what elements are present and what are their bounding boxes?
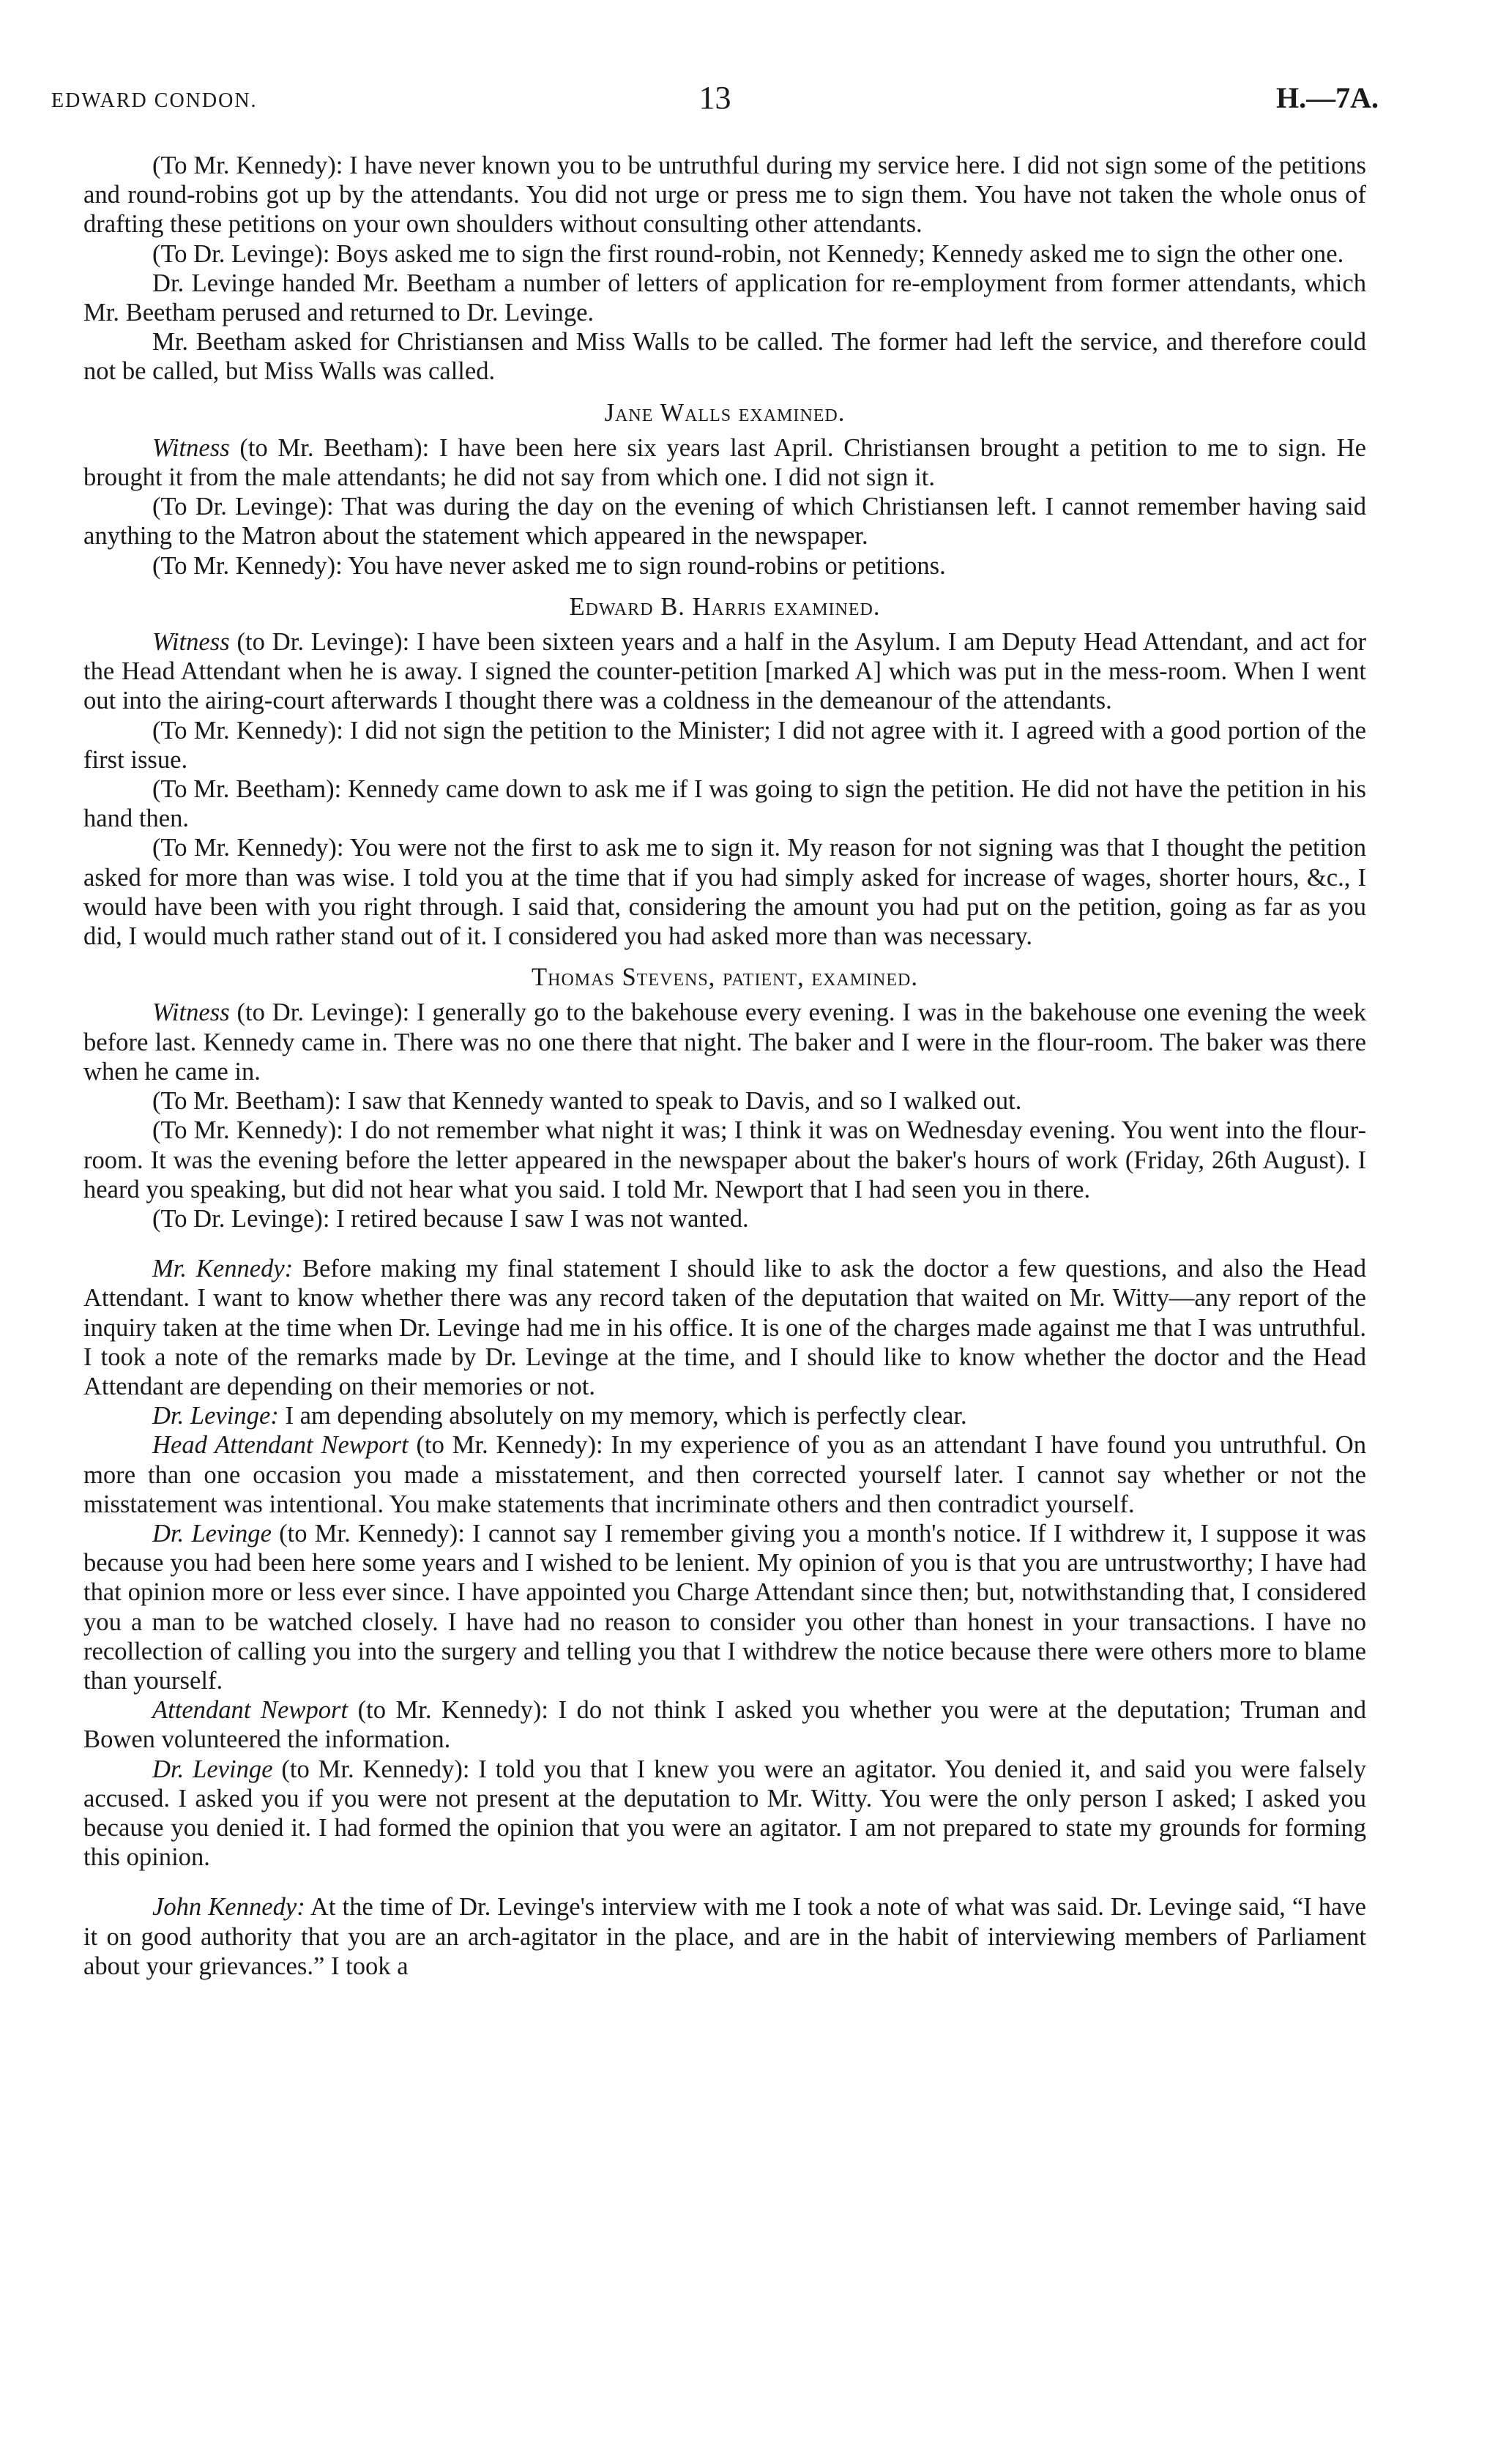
testimony-paragraph — [83, 269, 1366, 327]
paper-reference: H.—7A. — [1276, 81, 1379, 114]
paragraph-text: (To Dr. Levinge): I retired because I saw I was not wanted. — [152, 1204, 749, 1233]
speaker-name: Mr. Kennedy: — [152, 1255, 294, 1283]
speaker-name: John Kennedy: — [152, 1893, 305, 1922]
testimony-paragraph — [83, 716, 1366, 774]
paragraph-text: (to Dr. Levinge): I generally go to the bakehouse every evening. I was in the bakehouse one evening the week before last. Kennedy came in. There was no one there that night. The baker and I were in the flour-room. The baker was there when he came in. — [83, 998, 1366, 1086]
testimony-paragraph — [83, 627, 1366, 716]
testimony-paragraph — [83, 1430, 1366, 1519]
section-gap — [83, 1233, 1366, 1254]
page-number: 13 — [698, 80, 731, 116]
paragraph-text: At the time of Dr. Levinge's interview with me I took a note of what was said. Dr. Levinge said, “I have it on good authority that you are an arch-agitator in the place, and are in the habit of interviewing members of Parliament about your grievances.” I took a — [83, 1893, 1366, 1980]
paragraph-text: (To Mr. Kennedy): You have never asked me to sign round-robins or petitions. — [152, 551, 946, 580]
paragraph-text: (to Dr. Levinge): I have been sixteen years and a half in the Asylum. I am Deputy Head Attendant, and act for the Head Attendant when he is away. I signed the counter-petition [marked A] which was put in the mess-room. When I went out into the airing-court afterwards I thought there was a coldness in the demeanour of the attendants. — [83, 628, 1366, 715]
paragraph-text: Dr. Levinge handed Mr. Beetham a number of letters of application for re-employment from former attendants, which Mr. Beetham perused and returned to Dr. Levinge. — [83, 269, 1366, 327]
testimony-paragraph — [83, 833, 1366, 951]
testimony-paragraph — [83, 1519, 1366, 1695]
testimony-paragraph — [83, 1401, 1366, 1430]
paragraph-text: Before making my final statement I should like to ask the doctor a few questions, and also the Head Attendant. I want to know whether there was any record taken of the deputation that waited on Mr. Witty—any report of the inquiry taken at the time when Dr. Levinge had me in his office. It is one of the charges made against me that I was untruthful. I took a note of the remarks made by Dr. Levinge at the time, and I should like to know whether the doctor and the Head Attendant are depending on their memories or not. — [83, 1255, 1367, 1400]
testimony-paragraph — [83, 433, 1366, 492]
testimony-paragraph — [83, 1086, 1366, 1116]
header-author: EDWARD CONDON. — [51, 89, 258, 112]
running-header — [51, 79, 1379, 123]
paragraph-text: (To Mr. Kennedy): I have never known you to be untruthful during my service here. I did not sign some of the petitions and round-robins got up by the attendants. You did not urge or press me to sign them. You have not taken the whole onus of drafting these petitions on your own shoulders without consulting other attendants. — [83, 152, 1366, 239]
document-body — [83, 151, 1366, 1981]
speaker-name: Dr. Levinge: — [152, 1402, 279, 1430]
paragraph-text: (To Mr. Kennedy): I do not remember what night it was; I think it was on Wednesday evening. You went into the flour-room. It was the evening before the letter appeared in the newspaper about the baker's hours of work (Friday, 26th August). I heard you speaking, but did not hear what you said. I told Mr. Newport that I had seen you in there. — [83, 1116, 1366, 1203]
paragraph-text: (to Mr. Kennedy): In my experience of you as an attendant I have found you untruthful. On more than one occasion you made a misstatement, and then corrected yourself later. I cannot say whether or not the misstatement was intentional. You make statements that incriminate others and then contradict yourself. — [83, 1431, 1366, 1518]
paragraph-text: (To Mr. Kennedy): You were not the first to ask me to sign it. My reason for not signing was that I thought the petition asked for more than was wise. I told you at the time that if you had simply asked for increase of wages, shorter hours, &c., I would have been with you right through. I said that, considering the amount you had put on the petition, going as far as you did, I would much rather stand out of it. I considered you had asked more than was necessary. — [83, 834, 1366, 951]
paragraph-text: (to Mr. Kennedy): I told you that I knew you were an agitator. You denied it, and said you were falsely accused. I asked you if you were not present at the deputation to Mr. Witty. You were the only person I asked; I asked you because you denied it. I had formed the opinion that you were an agitator. I am not prepared to state my grounds for forming this opinion. — [83, 1755, 1367, 1872]
testimony-paragraph — [83, 1892, 1366, 1981]
paragraph-text: (To Mr. Kennedy): I did not sign the petition to the Minister; I did not agree with it. I agreed with a good portion of the first issue. — [83, 716, 1366, 774]
paragraph-text: (to Mr. Kennedy): I cannot say I remember giving you a month's notice. If I withdrew it, I suppose it was because you had been here some years and I wished to be lenient. My opinion of you is that you are untrustworthy; I have had that opinion more or less ever since. I have appointed you Charge Attendant since then; but, notwithstanding that, I considered you a man to be watched closely. I have had no reason to consider you other than honest in your transactions. I have no recollection of calling you into the surgery and telling you that I withdrew the notice because there were others more to blame than yourself. — [83, 1519, 1366, 1695]
testimony-paragraph — [83, 1755, 1366, 1873]
paragraph-text: I am depending absolutely on my memory, which is perfectly clear. — [278, 1402, 967, 1430]
testimony-paragraph — [83, 1695, 1366, 1754]
testimony-paragraph — [83, 774, 1366, 833]
paragraph-text: (To Dr. Levinge): That was during the day on the evening of which Christiansen left. I cannot remember having said anything to the Matron about the statement which appeared in the newspaper. — [83, 493, 1366, 550]
speaker-name: Witness — [152, 628, 230, 657]
witness-heading: Jane Walls examined. — [604, 398, 846, 427]
witness-heading: Edward B. Harris examined. — [569, 592, 881, 621]
testimony-paragraph — [83, 551, 1366, 580]
section-gap — [83, 1872, 1366, 1892]
speaker-name: Dr. Levinge — [152, 1755, 273, 1783]
testimony-paragraph — [83, 151, 1366, 239]
testimony-paragraph — [83, 239, 1366, 269]
testimony-paragraph — [83, 492, 1366, 550]
testimony-paragraph — [83, 1254, 1366, 1401]
speaker-name: Witness — [152, 998, 230, 1027]
paragraph-text: (To Mr. Beetham): I saw that Kennedy wanted to speak to Davis, and so I walked out. — [152, 1087, 1022, 1116]
testimony-paragraph — [83, 1116, 1366, 1204]
speaker-name: Attendant Newport — [152, 1696, 349, 1725]
testimony-paragraph — [83, 1204, 1366, 1233]
speaker-name: Dr. Levinge — [152, 1519, 272, 1548]
testimony-paragraph — [83, 327, 1366, 386]
paragraph-text: (to Mr. Beetham): I have been here six years last April. Christiansen brought a petition to me to sign. He brought it from the male attendants; he did not say from which one. I did not sign it. — [83, 433, 1366, 492]
paragraph-text: (To Dr. Levinge): Boys asked me to sign the first round-robin, not Kennedy; Kennedy asked me to sign the other one. — [152, 239, 1344, 268]
speaker-name: Witness — [152, 433, 230, 462]
testimony-paragraph — [83, 998, 1366, 1086]
speaker-name: Head Attendant Newport — [152, 1431, 409, 1460]
paragraph-text: (To Mr. Beetham): Kennedy came down to ask me if I was going to sign the petition. He did not have the petition in his hand then. — [83, 775, 1366, 833]
witness-heading: Thomas Stevens, patient, examined. — [532, 963, 918, 992]
paragraph-text: (to Mr. Kennedy): I do not think I asked you whether you were at the deputation; Truman and Bowen volunteered the information. — [83, 1696, 1366, 1754]
paragraph-text: Mr. Beetham asked for Christiansen and Miss Walls to be called. The former had left the service, and therefore could not be called, but Miss Walls was called. — [83, 328, 1366, 386]
